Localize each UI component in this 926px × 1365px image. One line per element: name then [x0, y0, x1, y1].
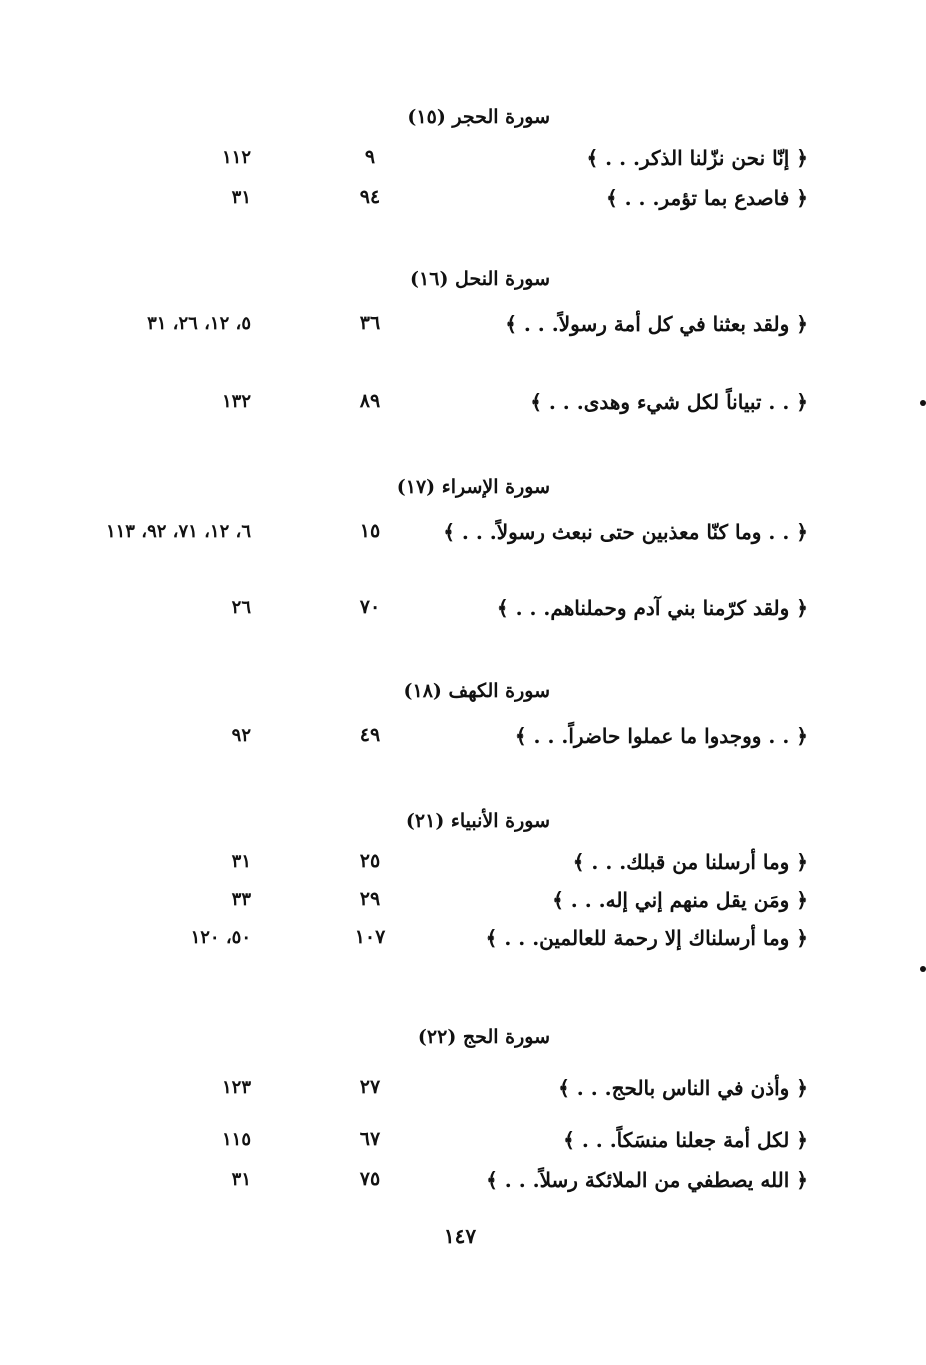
verse-row [0, 390, 926, 424]
verse-number: ٩ [364, 146, 376, 168]
verse-row [0, 926, 926, 960]
verse-text: ﴿ الله يصطفي من الملائكة رسلاً. . . ﴾ [486, 1168, 808, 1192]
verse-text: ﴿ لكل أمة جعلنا منسَكاً. . . ﴾ [563, 1128, 808, 1152]
page-number: ١٤٧ [443, 1224, 477, 1248]
verse-text: ﴿ إنّا نحن نزّلنا الذكر. . . ﴾ [586, 146, 808, 170]
verse-text: ﴿ . . ووجدوا ما عملوا حاضراً. . . ﴾ [514, 724, 808, 748]
page-references: ١٣٢ [221, 391, 251, 412]
page-references: ١١٢ [221, 147, 251, 168]
page-references: ١١٥ [221, 1129, 251, 1150]
page-references: ١٢٣ [221, 1077, 251, 1098]
surah-title: سورة الحجر (١٥) [407, 106, 550, 128]
margin-dot [920, 400, 926, 406]
verse-text: ﴿ ومَن يقل منهم إني إله. . . ﴾ [552, 888, 808, 912]
verse-row [0, 888, 926, 922]
verse-number: ٧٠ [359, 596, 381, 618]
verse-number: ٤٩ [359, 724, 381, 746]
verse-row [0, 1076, 926, 1110]
verse-text: ﴿ وأذن في الناس بالحج. . . ﴾ [558, 1076, 808, 1100]
page-references: ٣١ [231, 187, 251, 208]
verse-row [0, 1168, 926, 1202]
verse-number: ١٠٧ [354, 926, 386, 948]
verse-row [0, 724, 926, 758]
verse-number: ٢٥ [359, 850, 381, 872]
page-references: ٣١ [231, 851, 251, 872]
verse-number: ٢٧ [359, 1076, 381, 1098]
margin-dot [920, 966, 926, 972]
verse-number: ٩٤ [359, 186, 381, 208]
verse-row [0, 146, 926, 180]
surah-title: سورة الكهف (١٨) [403, 680, 550, 702]
verse-text: ﴿ ولقد كرّمنا بني آدم وحملناهم. . . ﴾ [496, 596, 808, 620]
verse-number: ٢٩ [359, 888, 381, 910]
page-references: ٥٠، ١٢٠ [190, 927, 251, 948]
verse-number: ٣٦ [359, 312, 381, 334]
verse-number: ٦٧ [359, 1128, 381, 1150]
surah-title: سورة الأنبياء (٢١) [405, 810, 550, 832]
verse-text: ﴿ وما أرسلنا من قبلك. . . ﴾ [572, 850, 808, 874]
page-references: ٣٣ [231, 889, 251, 910]
verse-row [0, 596, 926, 630]
verse-text: ﴿ فاصدع بما تؤمر. . . ﴾ [605, 186, 808, 210]
verse-text: ﴿ وما أرسلناك إلا رحمة للعالمين. . . ﴾ [485, 926, 808, 950]
verse-text: ﴿ . . وما كنّا معذبين حتى نبعث رسولاً. . . ﴾ [443, 520, 808, 544]
page-references: ٦، ١٢، ٧١، ٩٢، ١١٣ [105, 521, 251, 542]
page-references: ٣١ [231, 1169, 251, 1190]
verse-number: ٧٥ [359, 1168, 381, 1190]
verse-number: ٨٩ [359, 390, 381, 412]
verse-row [0, 186, 926, 220]
verse-number: ١٥ [359, 520, 381, 542]
page-references: ٩٢ [231, 725, 251, 746]
verse-row [0, 850, 926, 884]
page-references: ٥، ١٢، ٢٦، ٣١ [147, 313, 251, 334]
surah-title: سورة الحج (٢٢) [417, 1026, 550, 1048]
verse-text: ﴿ ولقد بعثنا في كل أمة رسولاً. . . ﴾ [505, 312, 808, 336]
verse-text: ﴿ . . تبياناً لكل شيء وهدى. . . ﴾ [530, 390, 808, 414]
surah-title: سورة الإسراء (١٧) [396, 476, 550, 498]
surah-title: سورة النحل (١٦) [410, 268, 550, 290]
verse-row [0, 520, 926, 554]
page-references: ٢٦ [231, 597, 251, 618]
verse-row [0, 312, 926, 346]
verse-row [0, 1128, 926, 1162]
